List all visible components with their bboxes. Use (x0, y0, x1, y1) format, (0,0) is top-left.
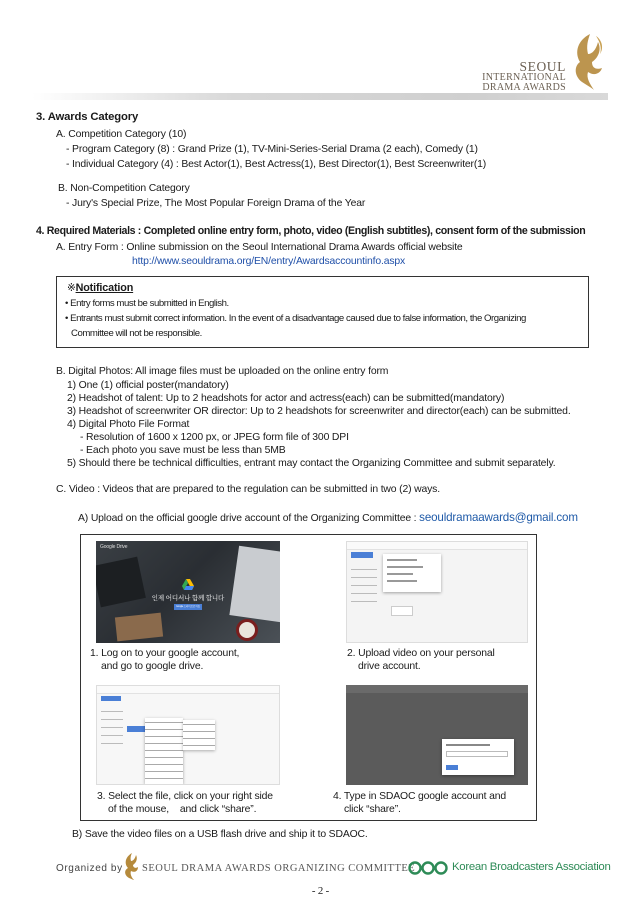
kba-logo-icon (408, 861, 448, 875)
notification-line-2: • Entrants must submit correct information. In the event of a disadvantage caused due to false information, the Organizing (65, 313, 526, 324)
step-1-line-2: and go to google drive. (90, 661, 204, 672)
photo-item: 4) Digital Photo File Format (67, 419, 190, 430)
reference-mark-icon: ※ (67, 283, 76, 294)
notebook-image (115, 613, 163, 642)
individual-category-line: - Individual Category (4) : Best Actor(1), Best Actress(1), Best Director(1), Best Screenwriter(1) (66, 159, 487, 170)
right-click-menu (145, 718, 183, 784)
notification-line-3: Committee will not be responsible. (71, 328, 202, 339)
section-3-heading: 3. Awards Category (36, 111, 139, 123)
kba-name: Korean Broadcasters Association (452, 861, 611, 873)
committee-name: SEOUL DRAMA AWARDS ORGANIZING COMMITTEE (142, 863, 416, 874)
logo-line-2: INTERNATIONAL (482, 72, 566, 83)
seoul-drama-awards-logo (482, 30, 608, 94)
drive-topbar (347, 542, 528, 550)
upload-menu (383, 554, 441, 592)
drive-share-menu-screenshot (96, 685, 280, 785)
coffee-cup-image (236, 619, 258, 641)
drive-file-icon (391, 606, 413, 616)
step-2-line-2: drive account. (347, 661, 421, 672)
photo-item: - Resolution of 1600 x 1200 px, or JPEG form file of 300 DPI (80, 432, 349, 443)
new-button[interactable] (351, 552, 373, 558)
share-submenu (183, 720, 215, 750)
google-drive-icon (182, 579, 194, 590)
video-title: C. Video : Videos that are prepared to the regulation can be submitted in two (2) ways. (56, 484, 440, 495)
share-dialog-screenshot (346, 685, 528, 785)
photo-item: 5) Should there be technical difficulties, entrant may contact the Organizing Committee and submit separately. (67, 458, 556, 469)
drive-topbar (346, 685, 528, 693)
photo-item: 2) Headshot of talent: Up to 2 headshots for actor and actress(each) can be submitted(mandatory) (67, 393, 505, 404)
step-3-line-1: 3. Select the file, click on your right side (97, 791, 273, 802)
gold-emblem-icon (568, 30, 608, 92)
step-1-line-1: 1. Log on to your google account, (90, 648, 240, 659)
option-a-text: A) Upload on the official google drive account of the Organizing Committee : (78, 513, 420, 524)
non-competition-title: B. Non-Competition Category (58, 183, 190, 194)
video-option-b: B) Save the video files on a USB flash drive and ship it to SDAOC. (72, 829, 368, 840)
drive-brand: Google Drive (100, 544, 128, 550)
share-email-input[interactable] (446, 751, 508, 757)
program-category-line: - Program Category (8) : Grand Prize (1), TV-Mini-Series-Serial Drama (2 each), Comedy (1) (66, 144, 478, 155)
share-send-button[interactable] (446, 765, 458, 770)
step-4-caption (333, 790, 506, 816)
notification-box (56, 276, 589, 348)
drive-topbar (97, 686, 280, 694)
page-number: - 2 - (311, 885, 330, 897)
new-button[interactable] (101, 696, 121, 701)
entry-form-line: A. Entry Form : Online submission on the Seoul International Drama Awards official website (56, 242, 463, 253)
google-drive-screenshot (96, 541, 280, 643)
logo-line-3: DRAMA AWARDS (482, 82, 566, 93)
photo-item: 1) One (1) official poster(mandatory) (67, 380, 229, 391)
share-dialog (442, 739, 514, 775)
logo-line-1: SEOUL (519, 59, 566, 74)
section-4-heading: 4. Required Materials : Completed online entry form, photo, video (English subtitles), consent form of the submission (36, 225, 586, 237)
step-2-caption (347, 647, 495, 673)
step-4-line-1: 4. Type in SDAOC google account and (333, 791, 507, 802)
step-3-caption (97, 790, 273, 816)
entry-form-link[interactable]: http://www.seouldrama.org/EN/entry/Awardsaccountinfo.aspx (132, 256, 406, 267)
notification-title: Notification (75, 282, 134, 294)
footer (56, 852, 611, 882)
competition-category-title: A. Competition Category (10) (56, 129, 187, 140)
photo-item: 3) Headshot of screenwriter OR director: Up to 2 headshots for screenwriter and director(each) can be submitted. (67, 406, 571, 417)
drive-korean-slogan: 인제 어디서나 함께 합니다 (151, 595, 225, 602)
step-1-caption (90, 647, 239, 673)
notification-line-1: • Entry forms must be submitted in English. (65, 298, 229, 309)
drive-sidebar (351, 564, 377, 604)
digital-photos-title: B. Digital Photos: All image files must be uploaded on the online entry form (56, 366, 389, 377)
video-option-a (78, 511, 578, 525)
video-steps-box (80, 534, 537, 821)
laptop-image (229, 546, 280, 623)
email-link[interactable]: seouldramaawards@gmail.com (419, 511, 578, 524)
selected-file[interactable] (127, 726, 145, 732)
header-divider (32, 93, 608, 100)
photo-item: - Each photo you save must be less than 5MB (80, 445, 286, 456)
step-2-line-1: 2. Upload video on your personal (347, 648, 495, 659)
organized-by-label: Organized by (56, 863, 123, 874)
sda-emblem-icon (122, 852, 140, 880)
drive-upload-screenshot (346, 541, 528, 643)
drive-sidebar (101, 706, 123, 746)
step-3-line-2: of the mouse, and click “share”. (97, 804, 257, 815)
notification-heading (67, 282, 133, 295)
go-to-drive-button[interactable]: Google 드라이브로 이동 (175, 605, 201, 608)
step-4-line-2: click “share”. (333, 804, 401, 815)
non-competition-line: - Jury's Special Prize, The Most Popular Foreign Drama of the Year (66, 198, 366, 209)
